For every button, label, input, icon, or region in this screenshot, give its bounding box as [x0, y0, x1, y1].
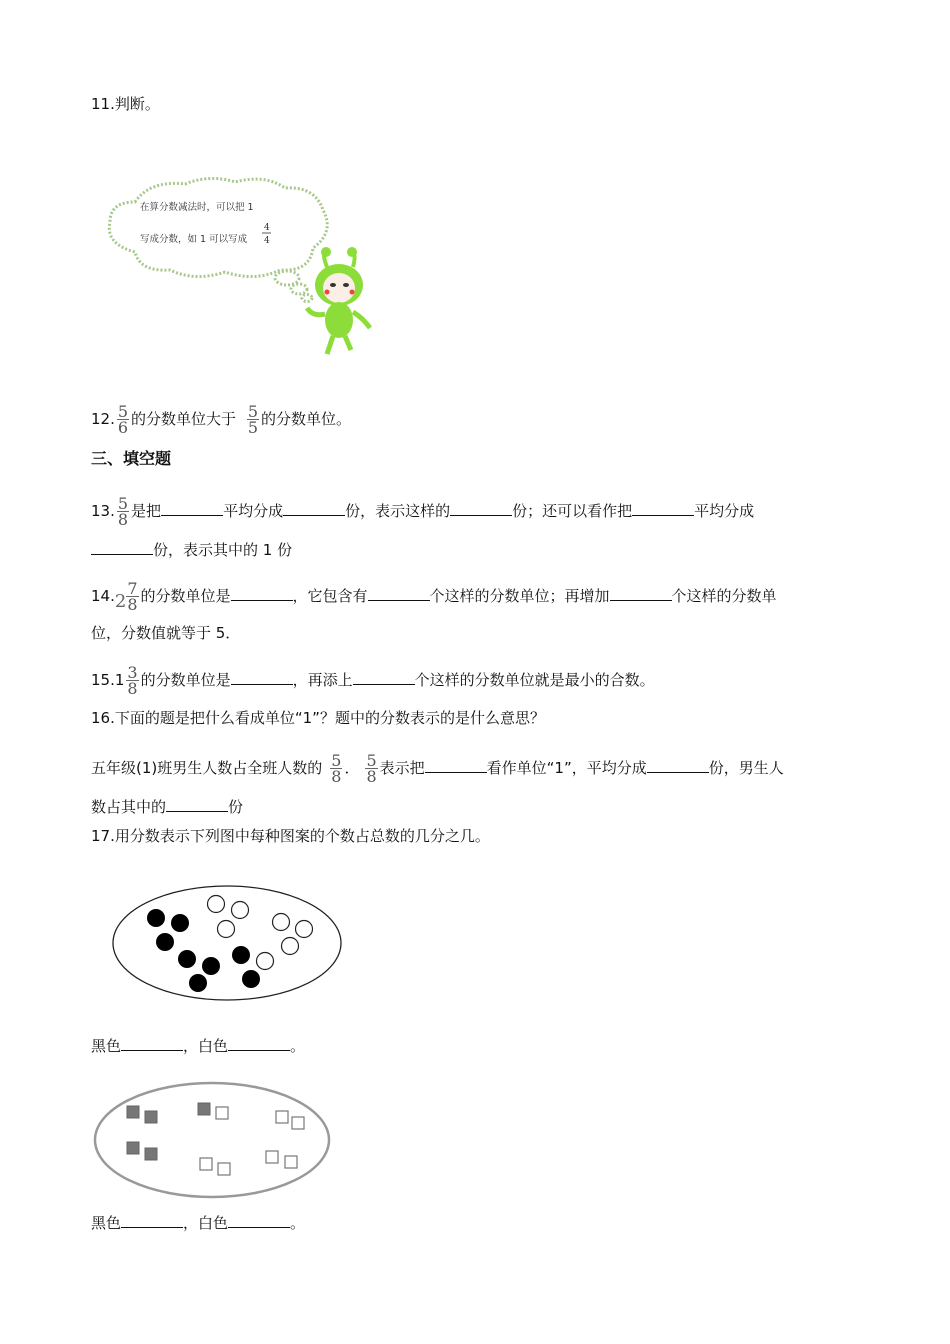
- white-square: [266, 1151, 278, 1163]
- mixed-number-whole: 2: [114, 591, 127, 612]
- comma: ，: [183, 1037, 199, 1055]
- q12-text: 的分数单位大于: [131, 410, 237, 428]
- frac-numerator: 5: [117, 402, 129, 421]
- fraction-3-8: [126, 665, 138, 696]
- frac-denominator: 5: [247, 418, 259, 437]
- q14-line2: 位，分数值就等于 5．: [91, 624, 241, 642]
- frac-denominator: 6: [117, 418, 129, 437]
- q16-text: 数占其中的: [91, 798, 167, 816]
- q17-answer-circles: [91, 1036, 305, 1056]
- frac-numerator: 5: [247, 402, 259, 421]
- answer-blank[interactable]: [632, 501, 694, 516]
- answer-blank[interactable]: [166, 797, 228, 812]
- answer-blank[interactable]: [228, 1036, 290, 1051]
- fraction-5-8: [330, 753, 342, 784]
- circles-oval-figure: [110, 884, 346, 1004]
- black-circle: [171, 914, 189, 932]
- black-circle: [232, 946, 250, 964]
- bubble-frac-denominator: 4: [264, 236, 270, 246]
- bubble-text-line1: 在算分数减法时，可以把 1: [140, 202, 254, 213]
- fraction-5-8: [117, 496, 129, 527]
- answer-blank[interactable]: [121, 1213, 183, 1228]
- frac-denominator: 8: [117, 510, 129, 529]
- q13-text: 平均分成: [694, 502, 755, 520]
- q16-text: 份，男生人: [708, 759, 784, 777]
- comma: ，: [183, 1214, 199, 1232]
- white-circle: [273, 914, 290, 931]
- white-circle: [218, 921, 235, 938]
- q13-text: 份；还可以看作把: [512, 502, 633, 520]
- q16-line1: [91, 753, 784, 784]
- white-label: 白色: [198, 1214, 229, 1232]
- q12-text-end: 的分数单位。: [261, 410, 352, 428]
- fraction-5-8: [365, 753, 377, 784]
- q15-text: ，再添上: [292, 671, 353, 689]
- answer-blank[interactable]: [161, 501, 223, 516]
- q13-line1: [91, 496, 754, 527]
- q14-text: 个这样的分数单: [671, 587, 777, 605]
- q15-number: 15.1: [91, 671, 125, 689]
- frac-denominator: 8: [127, 679, 138, 698]
- q13-text: 是把: [131, 502, 162, 520]
- white-square: [200, 1158, 212, 1170]
- frac-denominator: 8: [331, 767, 342, 786]
- answer-blank[interactable]: [231, 670, 293, 685]
- squares-oval-figure: [92, 1080, 334, 1202]
- q14-line1: [91, 581, 777, 612]
- alien-character-icon: [307, 247, 370, 354]
- q15-text: 个这样的分数单位就是最小的合数。: [414, 671, 655, 689]
- q17-label: 17.用分数表示下列图中每种图案的个数占总数的几分之几。: [91, 827, 490, 845]
- gray-square: [127, 1106, 139, 1118]
- q14-text: 的分数单位是: [140, 587, 231, 605]
- white-square: [218, 1163, 230, 1175]
- bubble-frac-numerator: 4: [264, 223, 270, 233]
- black-circle: [147, 909, 165, 927]
- answer-blank[interactable]: [450, 501, 512, 516]
- white-square: [276, 1111, 288, 1123]
- answer-blank[interactable]: [121, 1036, 183, 1051]
- q14-text: 个这样的分数单位；再增加: [429, 587, 610, 605]
- gray-square: [127, 1142, 139, 1154]
- q16-label: 16.下面的题是把什么看成单位“1”？题中的分数表示的是什么意思？: [91, 709, 545, 727]
- black-circle: [178, 950, 196, 968]
- answer-blank[interactable]: [231, 586, 293, 601]
- white-circle: [208, 896, 225, 913]
- white-circle: [257, 953, 274, 970]
- answer-blank[interactable]: [353, 670, 415, 685]
- q14-number: 14.: [91, 587, 115, 605]
- thought-bubble-illustration: [95, 172, 390, 362]
- gray-square: [198, 1103, 210, 1115]
- frac-numerator: 7: [127, 579, 138, 598]
- frac-denominator: 8: [127, 595, 138, 614]
- black-circle: [242, 970, 260, 988]
- section-heading-fill-in: 三、填空题: [91, 449, 172, 468]
- white-square: [285, 1156, 297, 1168]
- white-circle: [282, 938, 299, 955]
- gray-square: [145, 1111, 157, 1123]
- q15: [91, 665, 655, 696]
- black-circle: [202, 957, 220, 975]
- answer-blank[interactable]: [91, 540, 153, 555]
- answer-blank[interactable]: [283, 501, 345, 516]
- black-label: 黑色: [91, 1214, 122, 1232]
- black-label: 黑色: [91, 1037, 122, 1055]
- white-label: 白色: [198, 1037, 229, 1055]
- q16-text: 表示把: [379, 759, 425, 777]
- q13-number: 13.: [91, 502, 115, 520]
- black-circle: [156, 933, 174, 951]
- bubble-text-line2: 写成分数，如 1 可以写成: [140, 234, 248, 245]
- answer-blank[interactable]: [647, 758, 709, 773]
- q16-line2: [91, 797, 243, 817]
- q12-number: 12.: [91, 410, 115, 428]
- q16-separator: ．: [344, 759, 360, 777]
- frac-numerator: 3: [127, 663, 138, 682]
- answer-blank[interactable]: [368, 586, 430, 601]
- gray-square: [145, 1148, 157, 1160]
- fraction-7-8: [126, 581, 138, 612]
- q13-text: 平均分成: [223, 502, 284, 520]
- q16-text: 份: [228, 798, 244, 816]
- frac-numerator: 5: [366, 751, 377, 770]
- q15-text: 的分数单位是: [140, 671, 231, 689]
- black-circle: [189, 974, 207, 992]
- white-circle: [296, 921, 313, 938]
- answer-blank[interactable]: [610, 586, 672, 601]
- white-circle: [232, 902, 249, 919]
- fraction-5-5: [247, 404, 259, 435]
- q16-text: 看作单位“1”，平均分成: [486, 759, 647, 777]
- fraction-5-6: [117, 404, 129, 435]
- q11-label: 11.判断。: [91, 95, 160, 113]
- answer-blank[interactable]: [228, 1213, 290, 1228]
- frac-numerator: 5: [331, 751, 342, 770]
- q12: [91, 404, 351, 435]
- q17-answer-squares: [91, 1213, 305, 1233]
- period: 。: [290, 1037, 306, 1055]
- frac-denominator: 8: [366, 767, 377, 786]
- white-square: [216, 1107, 228, 1119]
- q13-text: 份，表示其中的 1 份: [153, 541, 293, 559]
- q13-text: 份，表示这样的: [345, 502, 451, 520]
- q14-text: ，它包含有: [292, 587, 368, 605]
- white-square: [292, 1117, 304, 1129]
- period: 。: [290, 1214, 306, 1232]
- q13-line2: [91, 540, 292, 560]
- q16-text: 五年级(1)班男生人数占全班人数的: [91, 759, 323, 777]
- answer-blank[interactable]: [425, 758, 487, 773]
- frac-numerator: 5: [117, 494, 129, 513]
